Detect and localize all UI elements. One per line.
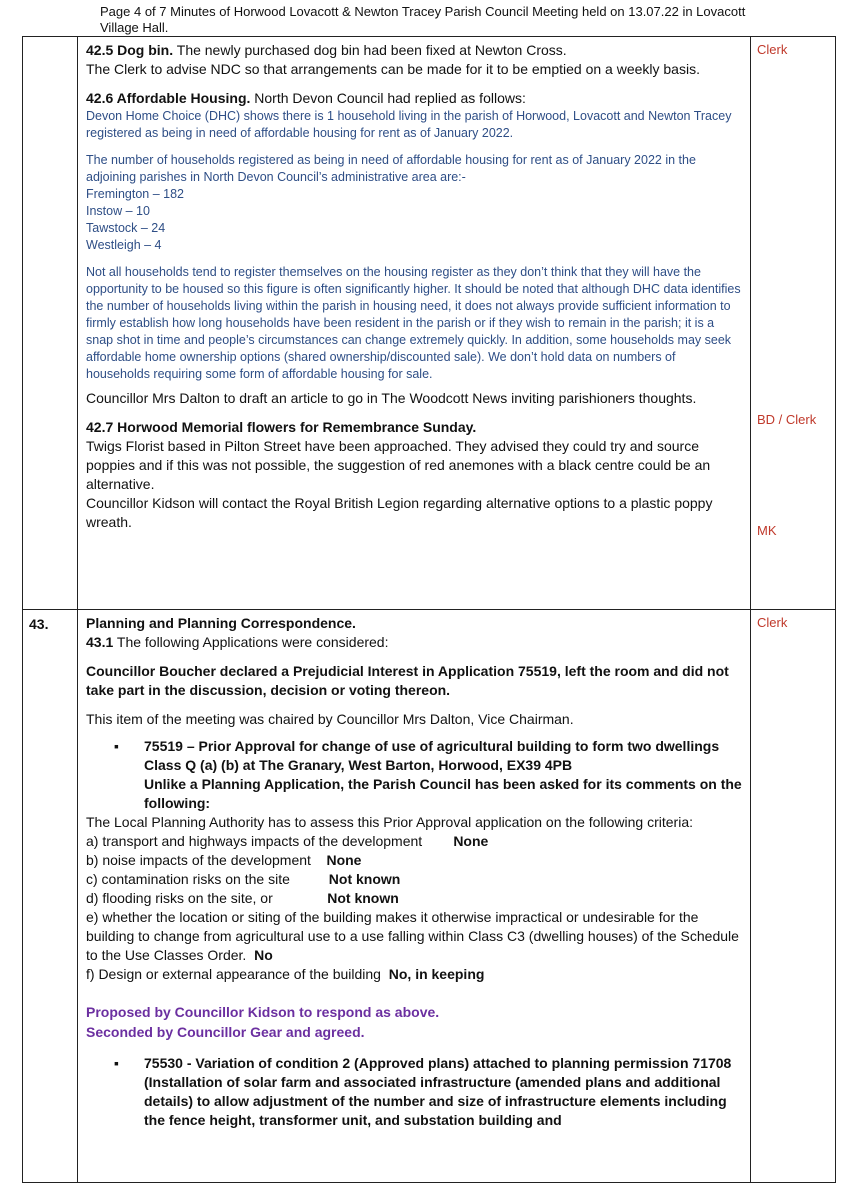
criterion-b — [86, 851, 742, 870]
prejudicial-interest-declaration: Councillor Boucher declared a Prejudicial Interest in Application 75519, left the room and did not take part in the discussion, decision or voting thereon. — [86, 663, 729, 698]
row-43-action-cell — [751, 610, 836, 1183]
criterion-e-value: No — [254, 947, 273, 963]
planning-subheading-number: 43.1 — [86, 634, 114, 650]
row-42-number-cell — [23, 37, 78, 610]
criterion-c-value: Not known — [328, 871, 401, 887]
criterion-a-value: None — [453, 833, 489, 849]
criterion-d — [86, 889, 742, 908]
criterion-b-label: b) noise impacts of the development — [86, 852, 311, 868]
criterion-a — [86, 832, 742, 851]
parish-fremington: Fremington – 182 — [86, 187, 184, 201]
application-75519-title: ▪ 75519 – Prior Approval for change of use of agricultural building to form two dwellings Class Q (a) (b) at The Granary, West Barton, Horwood, EX39 4PB — [144, 738, 720, 773]
planning-subheading — [86, 633, 742, 652]
parish-westleigh: Westleigh – 4 — [86, 238, 162, 252]
row-42-body-cell — [78, 37, 751, 610]
dog-bin-heading: 42.5 Dog bin. — [86, 42, 174, 58]
memorial-heading: 42.7 Horwood Memorial flowers for Remembrance Sunday. — [86, 419, 477, 435]
row-42-action-cell — [751, 37, 836, 610]
criterion-e — [86, 908, 742, 965]
application-75519 — [144, 737, 742, 813]
housing-heading: 42.6 Affordable Housing. — [86, 90, 251, 106]
proposed-by: Proposed by Councillor Kidson to respond as above. — [86, 1004, 440, 1020]
row-43-number-cell — [23, 610, 78, 1183]
housing-para — [86, 89, 742, 108]
row-42 — [23, 37, 836, 610]
housing-quote-2: The number of households registered as being in need of affordable housing for rent as of January 2022 in the adjoining parishes in North Devon Council’s administrative area are:- — [86, 153, 696, 184]
application-75530-title: ▪ 75530 - Variation of condition 2 (Approved plans) attached to planning permission 71708 (Installation of solar farm and associated infrastructure (amended plans and additional details) to allow adjustment of the number and size of infrastructure elements including the fence height, transformer unit, and substation building and — [144, 1055, 732, 1128]
dog-bin-para-1 — [86, 41, 742, 60]
criterion-c-label: c) contamination risks on the site — [86, 871, 290, 887]
housing-action-text: Councillor Mrs Dalton to draft an article to go in The Woodcott News inviting parishioners thoughts. — [86, 390, 697, 406]
minutes-table — [22, 36, 836, 1183]
criterion-d-value: Not known — [327, 890, 399, 906]
criterion-a-label: a) transport and highways impacts of the development — [86, 833, 423, 849]
action-housing: BD / Clerk — [757, 412, 817, 427]
criteria-intro: The Local Planning Authority has to assess this Prior Approval application on the following criteria: — [86, 814, 694, 830]
planning-heading: Planning and Planning Correspondence. — [86, 615, 356, 631]
planning-subheading-text: The following Applications were considered: — [113, 634, 389, 650]
dog-bin-text-2: The Clerk to advise NDC so that arrangements can be made for it to be emptied on a weekly basis. — [86, 61, 700, 77]
housing-quote-1: Devon Home Choice (DHC) shows there is 1 household living in the parish of Horwood, Lovacott and Newton Tracey registered as being in need of affordable housing for rent as of January 2022. — [86, 109, 732, 140]
action-dog-bin: Clerk — [757, 42, 788, 57]
parish-instow: Instow – 10 — [86, 204, 150, 218]
header-line-2: Village Hall. — [100, 20, 169, 35]
criterion-c — [86, 870, 742, 889]
application-75530-list — [86, 1054, 742, 1130]
criterion-b-value: None — [326, 852, 362, 868]
memorial-text-1: Twigs Florist based in Pilton Street have been approached. They advised they could try and source poppies and if this was not possible, the suggestion of red anemones with a black centre could be an alternative. — [86, 438, 711, 492]
row-43 — [23, 610, 836, 1183]
housing-quote-3: Not all households tend to register themselves on the housing register as they don’t think that they will have the opportunity to be housed so this figure is often significantly higher. It should be noted that although DHC data identifies the number of households living within the parish in housing need, it does not always provide sufficient information to firmly establish how long households have been resident in the parish or if they wish to remain in the parish; it is a snap shot in time and people’s circumstances can change extremely quickly. In addition, some households may seek affordable home ownership options (shared ownership/discounted sale). We don’t hold data on numbers of households requiring some form of affordable housing for sale. — [86, 265, 741, 381]
action-planning: Clerk — [757, 615, 788, 630]
row-43-body-cell — [78, 610, 751, 1183]
criterion-d-label: d) flooding risks on the site, or — [86, 890, 273, 906]
application-75519-note: Unlike a Planning Application, the Parish Council has been asked for its comments on the following: — [144, 776, 742, 811]
dog-bin-text-1: The newly purchased dog bin had been fixed at Newton Cross. — [173, 42, 567, 58]
application-75519-list — [86, 737, 742, 813]
criterion-f-label: f) Design or external appearance of the building — [86, 966, 381, 982]
page-header — [100, 4, 800, 36]
housing-text: North Devon Council had replied as follows: — [250, 90, 526, 106]
criterion-f-value: No, in keeping — [388, 966, 485, 982]
criterion-f — [86, 965, 742, 984]
application-75530 — [144, 1054, 742, 1130]
criterion-e-label: e) whether the location or siting of the building makes it otherwise impractical or undesirable for the building to change from agricultural use to a use falling within Class C3 (dwelling houses) of the Schedule to the Use Classes Order. — [86, 909, 739, 963]
parish-tawstock: Tawstock – 24 — [86, 221, 166, 235]
action-memorial: MK — [757, 523, 777, 538]
row-43-number: 43. — [29, 616, 49, 632]
memorial-text-2: Councillor Kidson will contact the Royal British Legion regarding alternative options to a plastic poppy wreath. — [86, 495, 713, 530]
seconded-by: Seconded by Councillor Gear and agreed. — [86, 1024, 365, 1040]
header-line-1: Page 4 of 7 Minutes of Horwood Lovacott & Newton Tracey Parish Council Meeting held on 13.07.22 in Lovacott — [100, 4, 746, 19]
chaired-by-note: This item of the meeting was chaired by Councillor Mrs Dalton, Vice Chairman. — [86, 711, 574, 727]
